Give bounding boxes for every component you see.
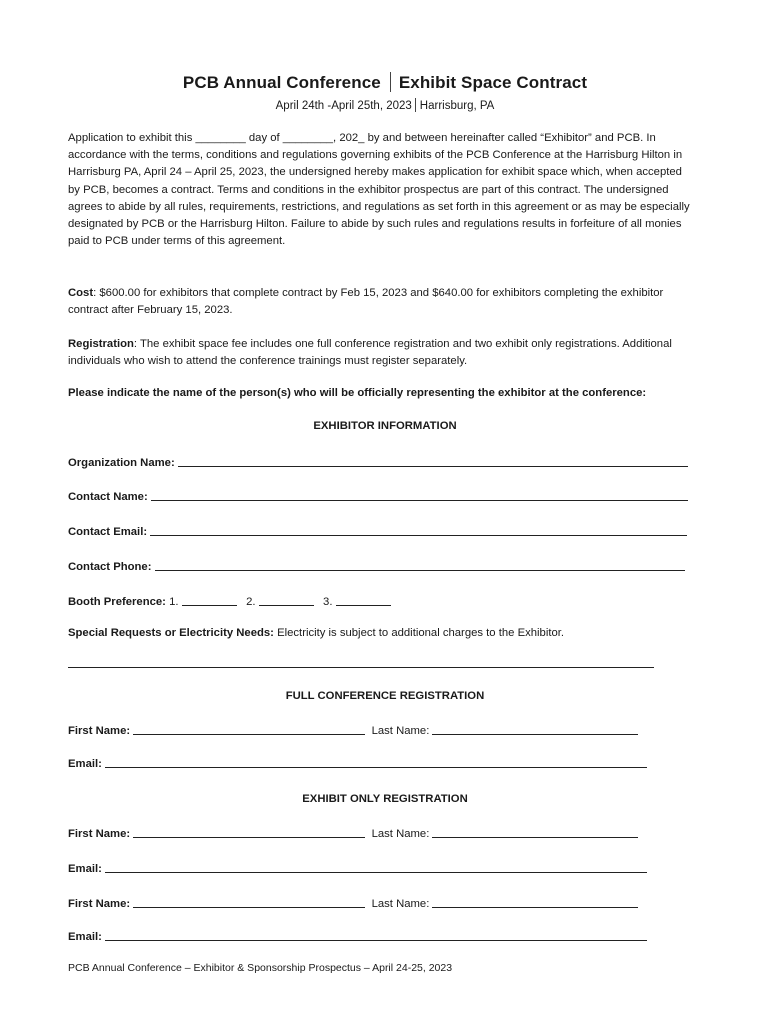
full-reg-first-name-label: First Name: xyxy=(68,725,131,737)
booth-preference-row xyxy=(68,594,391,610)
subtitle-location: Harrisburg, PA xyxy=(419,100,495,112)
exhibit-reg-1-email-row xyxy=(68,861,647,877)
contact-email-row xyxy=(68,524,687,540)
subtitle-dates: April 24th -April 25th, 2023 xyxy=(275,100,412,112)
full-reg-email-row xyxy=(68,756,647,772)
booth-choice-3-label: 3. xyxy=(323,596,333,608)
registration-label: Registration xyxy=(68,338,134,350)
indicate-instruction: Please indicate the name of the person(s) who will be officially representing the exhibitor at the conference: xyxy=(68,387,647,399)
contact-phone-row xyxy=(68,559,685,575)
contact-name-field[interactable] xyxy=(151,489,688,501)
special-requests-row xyxy=(68,627,564,643)
subtitle-divider xyxy=(415,98,416,112)
special-requests-label: Special Requests or Electricity Needs: xyxy=(68,627,274,639)
special-requests-note: Electricity is subject to additional charges to the Exhibitor. xyxy=(273,627,565,639)
booth-choice-1-label: 1. xyxy=(169,596,179,608)
exhibit-reg-2-name-row xyxy=(68,896,638,912)
cost-text: : $600.00 for exhibitors that complete contract by Feb 15, 2023 and $640.00 for exhibitors completing the exhibitor contract after February 15, 2023. xyxy=(68,287,664,317)
contact-name-label: Contact Name: xyxy=(68,491,148,503)
page-subtitle xyxy=(0,98,770,112)
full-reg-email-field[interactable] xyxy=(105,756,647,768)
exhibit-reg-1-name-row xyxy=(68,826,638,842)
exhibit-reg-1-first-name-field[interactable] xyxy=(133,826,365,838)
cost-paragraph xyxy=(68,285,694,319)
exhibit-reg-1-last-name-label: Last Name: xyxy=(371,828,430,840)
booth-choice-1-field[interactable] xyxy=(182,594,237,606)
exhibit-reg-1-email-field[interactable] xyxy=(105,861,647,873)
contact-name-row xyxy=(68,489,688,505)
exhibit-only-heading: EXHIBIT ONLY REGISTRATION xyxy=(302,793,468,805)
organization-name-row xyxy=(68,455,688,471)
registration-paragraph xyxy=(68,336,694,370)
exhibit-reg-2-email-label: Email: xyxy=(68,931,102,943)
full-reg-email-label: Email: xyxy=(68,758,102,770)
title-right: Exhibit Space Contract xyxy=(398,73,588,92)
page-footer: PCB Annual Conference – Exhibitor & Sponsorship Prospectus – April 24-25, 2023 xyxy=(68,962,453,974)
exhibit-reg-2-first-name-label: First Name: xyxy=(68,898,131,910)
full-reg-first-name-field[interactable] xyxy=(133,723,365,735)
exhibit-reg-1-email-label: Email: xyxy=(68,863,102,875)
exhibit-reg-2-email-field[interactable] xyxy=(105,929,647,941)
exhibit-reg-2-last-name-field[interactable] xyxy=(432,896,638,908)
page-title xyxy=(0,72,770,93)
full-reg-name-row xyxy=(68,723,638,739)
exhibit-reg-1-last-name-field[interactable] xyxy=(432,826,638,838)
booth-preference-label: Booth Preference: xyxy=(68,596,166,608)
contact-email-label: Contact Email: xyxy=(68,526,148,538)
title-left: PCB Annual Conference xyxy=(182,73,381,92)
full-reg-last-name-label: Last Name: xyxy=(371,725,430,737)
exhibit-reg-2-first-name-field[interactable] xyxy=(133,896,365,908)
exhibit-reg-2-email-row xyxy=(68,929,647,945)
registration-text: : The exhibit space fee includes one full conference registration and two exhibit only registrations. Additional individuals who wish to attend the conference trainings must register separately. xyxy=(68,338,672,368)
exhibit-reg-2-last-name-label: Last Name: xyxy=(371,898,430,910)
special-requests-field[interactable] xyxy=(68,667,654,668)
organization-name-field[interactable] xyxy=(178,455,688,467)
booth-choice-2-field[interactable] xyxy=(259,594,314,606)
booth-choice-3-field[interactable] xyxy=(336,594,391,606)
contact-phone-label: Contact Phone: xyxy=(68,561,152,573)
title-divider xyxy=(390,72,391,92)
full-reg-last-name-field[interactable] xyxy=(432,723,638,735)
contact-email-field[interactable] xyxy=(150,524,687,536)
full-registration-heading: FULL CONFERENCE REGISTRATION xyxy=(285,690,485,702)
contact-phone-field[interactable] xyxy=(155,559,685,571)
exhibit-reg-1-first-name-label: First Name: xyxy=(68,828,131,840)
cost-label: Cost xyxy=(68,287,94,299)
intro-paragraph: Application to exhibit this ________ day of ________, 202_ by and between hereinafter called “Exhibitor” and PCB. In accordance with the terms, conditions and regulations governing exhibits of the PCB Conference at the Harrisburg Hilton in Harrisburg PA, April 24 – April 25, 2023, the undersigned hereby makes application for exhibit space which, when accepted by PCB, becomes a contract. Terms and conditions in the exhibitor prospectus are part of this contract. The undersigned agrees to abide by all rules, requirements, restrictions, and regulations as set forth in this agreement or as may be especially designated by PCB or the Harrisburg Hilton. Failure to abide by such rules and regulations results in forfeiture of all monies paid to PCB under terms of this agreement. xyxy=(68,132,690,248)
organization-name-label: Organization Name: xyxy=(68,457,175,469)
booth-choice-2-label: 2. xyxy=(246,596,256,608)
exhibitor-info-heading: EXHIBITOR INFORMATION xyxy=(313,420,457,432)
